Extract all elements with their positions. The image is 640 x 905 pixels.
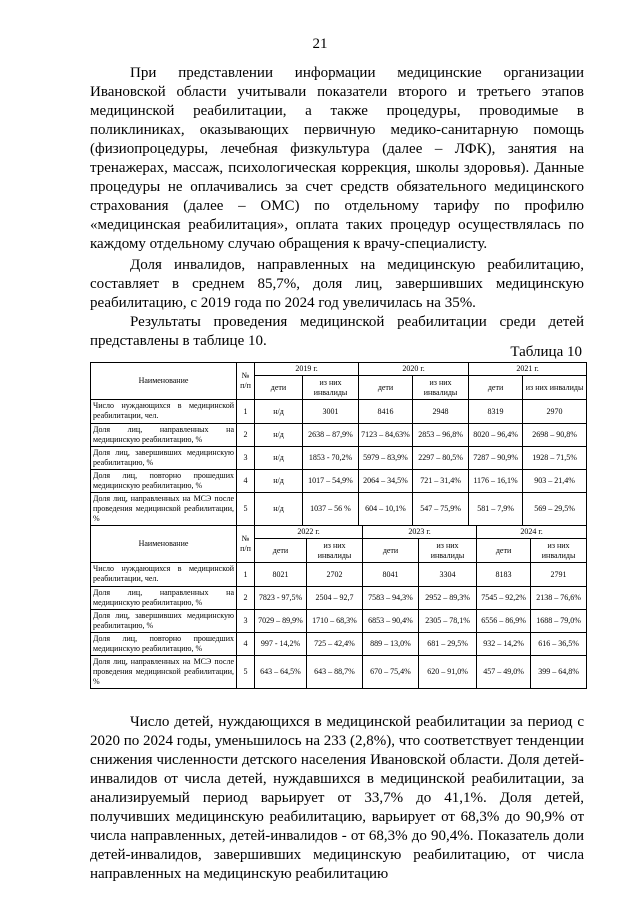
row-name: Доля лиц, повторно прошедших медицинскую реабилитацию, % <box>91 633 237 656</box>
cell: 2297 – 80,5% <box>413 447 469 470</box>
row-num: 5 <box>237 493 255 526</box>
cell: 725 – 42,4% <box>307 633 363 656</box>
cell: 8319 <box>469 400 523 424</box>
cell: 1688 – 79,0% <box>531 610 587 633</box>
cell: н/д <box>255 470 303 493</box>
table-row <box>91 400 587 424</box>
cell: 1853 - 70,2% <box>303 447 359 470</box>
cell: 2305 – 78,1% <box>419 610 477 633</box>
table-row <box>91 610 587 633</box>
row-num: 4 <box>237 633 255 656</box>
paragraph-3: Результаты проведения медицинской реабилитации среди детей представлены в таблице 10. <box>90 314 584 349</box>
row-num: 3 <box>237 447 255 470</box>
cell: 2638 – 87,9% <box>303 424 359 447</box>
cell: 721 – 31,4% <box>413 470 469 493</box>
cell: 7823 - 97,5% <box>255 587 307 610</box>
cell: 1928 – 71,5% <box>523 447 587 470</box>
row-name: Число нуждающихся в медицинской реабилитации, чел. <box>91 563 237 587</box>
row-num: 1 <box>237 563 255 587</box>
cell: 2064 – 34,5% <box>359 470 413 493</box>
cell: 1037 – 56 % <box>303 493 359 526</box>
header-year: 2019 г. <box>255 363 359 376</box>
paragraph-4: Число детей, нуждающихся в медицинской реабилитации за период с 2020 по 2024 годы, уменьшилось на 233 (2,8%), что соответствует тенденции снижения численности детского населения Ивановской области. Доля детей-инвалидов от числа детей, нуждавшихся в медицинской реабилитации, за анализируемый период варьирует от 33,7% до 41,1%. Доля детей, получивших медицинскую реабилитацию, варьирует от 68,3% до 90,9% от числа направленных, детей-инвалидов - от 68,3% до 90,4%. Показатель доли детей-инвалидов, завершивших медицинскую реабилитацию, от числа направленных на медицинскую реабилитацию <box>90 714 585 882</box>
cell: 3304 <box>419 563 477 587</box>
page-number: 21 <box>312 36 328 52</box>
cell: 7545 – 92,2% <box>477 587 531 610</box>
cell: 2853 – 96,8% <box>413 424 469 447</box>
cell: 620 – 91,0% <box>419 656 477 689</box>
row-num: 2 <box>237 587 255 610</box>
cell: 3001 <box>303 400 359 424</box>
row-name: Число нуждающихся в медицинской реабилитации, чел. <box>91 400 237 424</box>
row-name: Доля лиц, направленных на медицинскую реабилитацию, % <box>91 424 237 447</box>
results-table-2022-2024 <box>90 525 587 689</box>
header-name: Наименование <box>91 526 237 563</box>
header-children: дети <box>469 376 523 400</box>
table-row <box>91 493 587 526</box>
cell: 8020 – 96,4% <box>469 424 523 447</box>
cell: 547 – 75,9% <box>413 493 469 526</box>
header-year: 2020 г. <box>359 363 469 376</box>
cell: 5979 – 83,9% <box>359 447 413 470</box>
header-disabled: из них инвалиды <box>419 539 477 563</box>
cell: н/д <box>255 447 303 470</box>
cell: 6556 – 86,9% <box>477 610 531 633</box>
cell: н/д <box>255 424 303 447</box>
cell: 581 – 7,9% <box>469 493 523 526</box>
table-caption: Таблица 10 <box>510 344 582 360</box>
cell: 997 - 14,2% <box>255 633 307 656</box>
cell: 2138 – 76,6% <box>531 587 587 610</box>
row-num: 4 <box>237 470 255 493</box>
cell: 399 – 64,8% <box>531 656 587 689</box>
paragraph-2: Доля инвалидов, направленных на медицинскую реабилитацию, составляет в среднем 85,7%, доля лиц, завершивших медицинскую реабилитацию, с 2019 года по 2024 год увеличилась на 35%. <box>90 257 584 311</box>
cell: 8183 <box>477 563 531 587</box>
row-name: Доля лиц, направленных на медицинскую реабилитацию, % <box>91 587 237 610</box>
cell: 932 – 14,2% <box>477 633 531 656</box>
table-row <box>91 587 587 610</box>
header-disabled: из них инвалиды <box>413 376 469 400</box>
header-year: 2022 г. <box>255 526 363 539</box>
cell: 7583 – 94,3% <box>363 587 419 610</box>
row-name: Доля лиц, завершивших медицинскую реабилитацию, % <box>91 610 237 633</box>
cell: 7029 – 89,9% <box>255 610 307 633</box>
header-year: 2023 г. <box>363 526 477 539</box>
cell: 616 – 36,5% <box>531 633 587 656</box>
row-name: Доля лиц, повторно прошедших медицинскую реабилитацию, % <box>91 470 237 493</box>
header-disabled: из них инвалиды <box>307 539 363 563</box>
cell: 8416 <box>359 400 413 424</box>
table-row <box>91 633 587 656</box>
row-num: 2 <box>237 424 255 447</box>
table-row <box>91 447 587 470</box>
row-num: 5 <box>237 656 255 689</box>
cell: 670 – 75,4% <box>363 656 419 689</box>
header-children: дети <box>255 539 307 563</box>
cell: 2970 <box>523 400 587 424</box>
header-num: № п/п <box>237 526 255 563</box>
header-children: дети <box>477 539 531 563</box>
header-year: 2021 г. <box>469 363 587 376</box>
paragraph-1: При представлении информации медицинские организации Ивановской области учитывали показатели второго и третьего этапов медицинской реабилитации, а также процедуры, проводимые в поликлиниках, оказывающих первичную медико-санитарную помощь (физиопроцедуры, лечебная физкультура (далее – ЛФК), занятия на тренажерах, массаж, психологическая коррекция, школы здоровья). Данные процедуры не оплачивались за счет средств обязательного медицинского страхования (далее – ОМС) по отдельному тарифу по профилю «медицинская реабилитация», оплата таких процедур осуществлялась по каждому отдельному случаю обращения к врачу-специалисту. <box>90 65 584 252</box>
row-num: 3 <box>237 610 255 633</box>
cell: н/д <box>255 493 303 526</box>
cell: 457 – 49,0% <box>477 656 531 689</box>
cell: 1017 – 54,9% <box>303 470 359 493</box>
table-row <box>91 563 587 587</box>
cell: 2504 – 92,7 <box>307 587 363 610</box>
results-table-2019-2021 <box>90 362 587 526</box>
header-num: № п/п <box>237 363 255 400</box>
header-children: дети <box>255 376 303 400</box>
table-row <box>91 424 587 447</box>
cell: 569 – 29,5% <box>523 493 587 526</box>
header-children: дети <box>359 376 413 400</box>
row-name: Доля лиц, направленных на МСЭ после проведения медицинской реабилитации, % <box>91 493 237 526</box>
row-name: Доля лиц, завершивших медицинскую реабилитацию, % <box>91 447 237 470</box>
cell: 889 – 13,0% <box>363 633 419 656</box>
cell: 643 – 88,7% <box>307 656 363 689</box>
header-disabled: из них инвалиды <box>303 376 359 400</box>
cell: 604 – 10,1% <box>359 493 413 526</box>
header-disabled: из них инвалиды <box>523 376 587 400</box>
cell: 8041 <box>363 563 419 587</box>
cell: 2952 – 89,3% <box>419 587 477 610</box>
row-num: 1 <box>237 400 255 424</box>
cell: 903 – 21,4% <box>523 470 587 493</box>
cell: 6853 – 90,4% <box>363 610 419 633</box>
cell: 681 – 29,5% <box>419 633 477 656</box>
cell: 7287 – 90,9% <box>469 447 523 470</box>
cell: 2698 – 90,8% <box>523 424 587 447</box>
row-name: Доля лиц, направленных на МСЭ после проведения медицинской реабилитации, % <box>91 656 237 689</box>
cell: 1710 – 68,3% <box>307 610 363 633</box>
header-name: Наименование <box>91 363 237 400</box>
header-disabled: из них инвалиды <box>531 539 587 563</box>
table-row <box>91 656 587 689</box>
cell: 7123 – 84,63% <box>359 424 413 447</box>
table-row <box>91 470 587 493</box>
cell: 2702 <box>307 563 363 587</box>
header-year: 2024 г. <box>477 526 587 539</box>
cell: 8021 <box>255 563 307 587</box>
cell: н/д <box>255 400 303 424</box>
cell: 643 – 64,5% <box>255 656 307 689</box>
cell: 1176 – 16,1% <box>469 470 523 493</box>
cell: 2791 <box>531 563 587 587</box>
cell: 2948 <box>413 400 469 424</box>
header-children: дети <box>363 539 419 563</box>
